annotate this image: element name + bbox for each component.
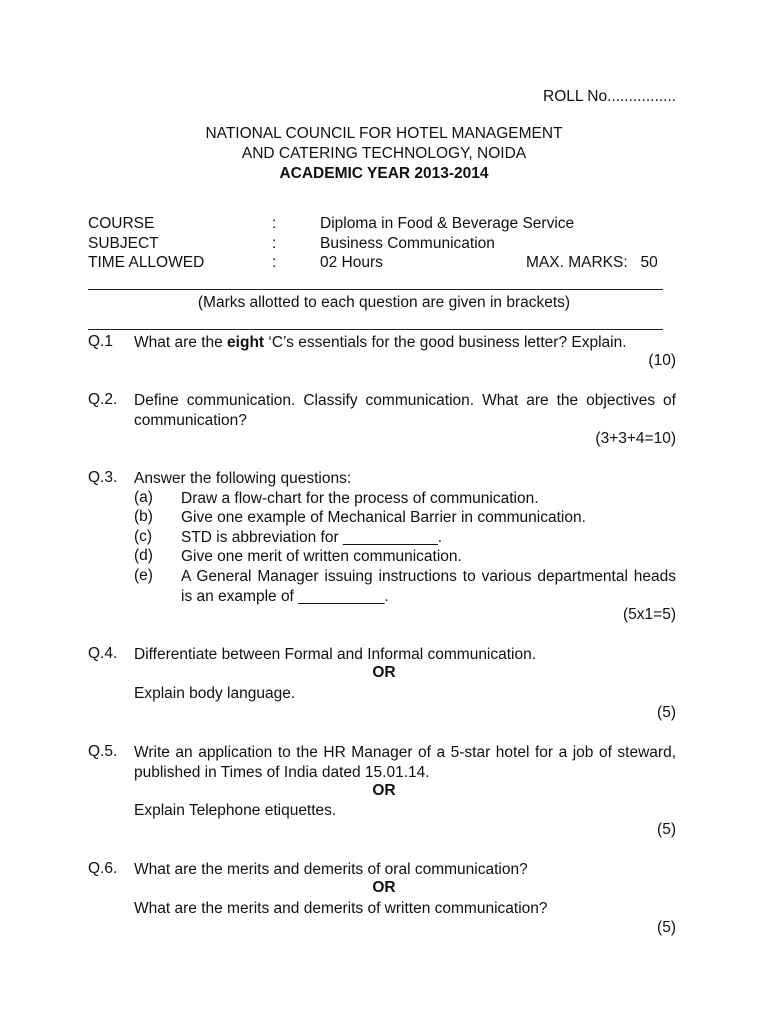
question-1-marks: (10) [648, 352, 676, 369]
question-6-number: Q.6. [88, 860, 118, 877]
question-2-number: Q.2. [88, 391, 118, 408]
question-3-marks: (5x1=5) [623, 606, 676, 623]
question-1-text [134, 333, 676, 353]
subject-colon: : [272, 235, 277, 252]
question-3-text: Answer the following questions: [134, 470, 352, 487]
question-4-marks: (5) [657, 704, 676, 721]
max-marks: MAX. MARKS: 50 [526, 254, 658, 271]
question-1-text-a: What are the [134, 334, 228, 351]
question-3b-text: Give one example of Mechanical Barrier in communication. [181, 509, 586, 526]
question-3e-label: (e) [134, 567, 153, 584]
question-1-text-bold: eight [227, 334, 265, 351]
divider-bottom [88, 329, 663, 330]
subject-label: SUBJECT [88, 235, 159, 252]
question-3-number: Q.3. [88, 469, 118, 486]
academic-year: ACADEMIC YEAR 2013-2014 [279, 165, 489, 182]
course-colon: : [272, 215, 277, 232]
question-3e-text: A General Manager issuing instructions to various departmental heads is an example of __________. [181, 568, 676, 605]
divider-top [88, 289, 663, 290]
question-3c-label: (c) [134, 528, 153, 545]
question-3b-label: (b) [134, 508, 153, 525]
roll-number: ROLL No................ [543, 88, 676, 105]
question-6-alternative: What are the merits and demerits of written communication? [134, 900, 548, 917]
question-3d-label: (d) [134, 547, 153, 564]
question-3a-label: (a) [134, 489, 153, 506]
question-5-alternative: Explain Telephone etiquettes. [134, 802, 337, 819]
question-6-text: What are the merits and demerits of oral communication? [134, 861, 528, 878]
question-5-text: Write an application to the HR Manager of a 5-star hotel for a job of steward, published in Times of India dated 15.01.14. [134, 744, 676, 781]
institution-name-line1: NATIONAL COUNCIL FOR HOTEL MANAGEMENT [205, 125, 563, 142]
question-4-number: Q.4. [88, 645, 118, 662]
subject-value: Business Communication [320, 235, 495, 252]
question-5-number: Q.5. [88, 743, 118, 760]
question-5-marks: (5) [657, 821, 676, 838]
question-6-or: OR [372, 879, 396, 896]
question-1-number: Q.1 [88, 333, 113, 350]
question-3c-text: STD is abbreviation for ___________. [181, 529, 443, 546]
question-4-or: OR [372, 664, 396, 681]
question-4-alternative: Explain body language. [134, 685, 296, 702]
question-2-marks: (3+3+4=10) [595, 430, 676, 447]
time-allowed-value: 02 Hours [320, 254, 383, 271]
question-2-text: Define communication. Classify communication. What are the objectives of communication? [134, 392, 676, 429]
time-allowed-colon: : [272, 254, 277, 271]
time-allowed-label: TIME ALLOWED [88, 254, 205, 271]
question-3a-text: Draw a flow-chart for the process of communication. [181, 490, 539, 507]
marks-instruction: (Marks allotted to each question are given in brackets) [197, 294, 571, 311]
institution-name-line2: AND CATERING TECHNOLOGY, NOIDA [241, 145, 527, 162]
question-6-marks: (5) [657, 919, 676, 936]
question-3d-text: Give one merit of written communication. [181, 548, 462, 565]
course-value: Diploma in Food & Beverage Service [320, 215, 575, 232]
question-4-text: Differentiate between Formal and Informal communication. [134, 646, 537, 663]
question-1-text-b: ‘C’s essentials for the good business letter? Explain. [264, 334, 627, 351]
course-label: COURSE [88, 215, 155, 232]
question-5-or: OR [372, 782, 396, 799]
